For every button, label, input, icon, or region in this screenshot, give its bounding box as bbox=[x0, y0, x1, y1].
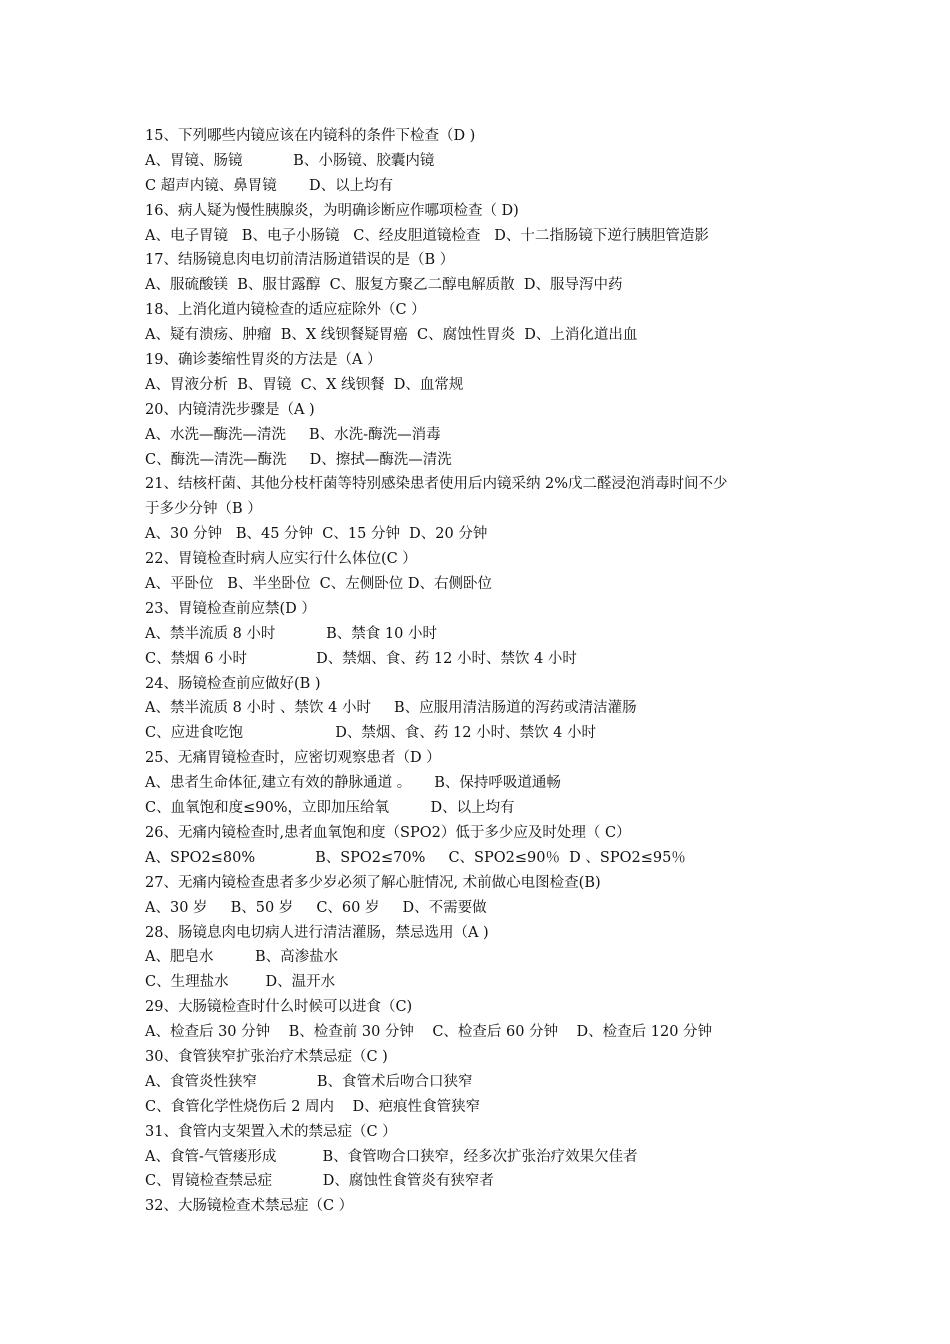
text-line: 18、上消化道内镜检查的适应症除外（C ） bbox=[145, 302, 426, 319]
text-line: C、应进食吃饱 D、禁烟、食、药 12 小时、禁饮 4 小时 bbox=[145, 725, 597, 742]
text-line: 于多少分钟（B ） bbox=[145, 501, 262, 518]
text-line: 16、病人疑为慢性胰腺炎，为明确诊断应作哪项检查（ D) bbox=[145, 202, 519, 219]
text-line: A、食管-气管瘘形成 B、食管吻合口狭窄，经多次扩张治疗效果欠佳者 bbox=[145, 1148, 638, 1165]
text-line: A、疑有溃疡、肿瘤 B、X 线钡餐疑胃癌 C、腐蚀性胃炎 D、上消化道出血 bbox=[145, 327, 638, 344]
text-line: C、酶洗—清洗—酶洗 D、擦拭—酶洗—清洗 bbox=[145, 451, 452, 468]
text-line: A、禁半流质 8 小时 B、禁食 10 小时 bbox=[145, 625, 437, 642]
text-line: 25、无痛胃镜检查时，应密切观察患者（D ） bbox=[145, 750, 441, 767]
text-line: A、禁半流质 8 小时 、禁饮 4 小时 B、应服用清洁肠道的泻药或清洁灌肠 bbox=[145, 700, 637, 717]
document-body bbox=[145, 124, 845, 1219]
text-line: 20、内镜清洗步骤是（A ) bbox=[145, 401, 315, 418]
text-line: A、电子胃镜 B、电子小肠镜 C、经皮胆道镜检查 D、十二指肠镜下逆行胰胆管造影 bbox=[145, 227, 709, 244]
text-line: A、水洗—酶洗—清洗 B、水洗-酶洗—消毒 bbox=[145, 426, 441, 443]
text-line: A、患者生命体征,建立有效的静脉通道 。 B、保持呼吸道通畅 bbox=[145, 775, 561, 792]
text-line: C、血氧饱和度≤90%，立即加压给氧 D、以上均有 bbox=[145, 800, 515, 817]
text-line: 23、胃镜检查前应禁(D ） bbox=[145, 600, 316, 617]
text-line: A、30 分钟 B、45 分钟 C、15 分钟 D、20 分钟 bbox=[145, 526, 488, 543]
text-line: C、胃镜检查禁忌症 D、腐蚀性食管炎有狭窄者 bbox=[145, 1173, 494, 1190]
text-line: A、服硫酸镁 B、服甘露醇 C、服复方聚乙二醇电解质散 D、服导泻中药 bbox=[145, 277, 623, 294]
text-line: A、食管炎性狭窄 B、食管术后吻合口狭窄 bbox=[145, 1073, 473, 1090]
text-line: A、30 岁 B、50 岁 C、60 岁 D、不需要做 bbox=[145, 899, 487, 916]
text-line: 22、胃镜检查时病人应实行什么体位(C ） bbox=[145, 551, 417, 568]
text-line: A、肥皂水 B、高渗盐水 bbox=[145, 949, 339, 966]
text-line: 21、结核杆菌、其他分枝杆菌等特别感染患者使用后内镜采纳 2%戊二醛浸泡消毒时间不少 bbox=[145, 476, 728, 493]
text-line: A、胃液分析 B、胃镜 C、X 线钡餐 D、血常规 bbox=[145, 376, 464, 393]
text-line: 24、肠镜检查前应做好(B ) bbox=[145, 675, 321, 692]
text-line: C、生理盐水 D、温开水 bbox=[145, 974, 336, 991]
text-line: 28、肠镜息肉电切病人进行清洁灌肠，禁忌选用（A ) bbox=[145, 924, 489, 941]
text-line: 15、下列哪些内镜应该在内镜科的条件下检查（D ) bbox=[145, 128, 476, 144]
text-line: A、胃镜、肠镜 B、小肠镜、胶囊内镜 bbox=[145, 152, 435, 169]
text-line: 29、大肠镜检查时什么时候可以进食（C) bbox=[145, 999, 413, 1016]
text-line: A、检查后 30 分钟 B、检查前 30 分钟 C、检查后 60 分钟 D、检查后 120 分钟 bbox=[145, 1024, 713, 1041]
text-line: 19、确诊萎缩性胃炎的方法是（A ） bbox=[145, 352, 382, 369]
text-line: 31、食管内支架置入术的禁忌症（C ） bbox=[145, 1123, 397, 1140]
text-line: C、禁烟 6 小时 D、禁烟、食、药 12 小时、禁饮 4 小时 bbox=[145, 650, 577, 667]
text-line: 26、无痛内镜检查时,患者血氧饱和度（SPO2）低于多少应及时处理（ C） bbox=[145, 824, 631, 841]
text-line: 27、无痛内镜检查患者多少岁必须了解心脏情况, 术前做心电图检查(B) bbox=[145, 874, 601, 891]
text-line: 17、结肠镜息肉电切前清洁肠道错误的是（B ） bbox=[145, 252, 455, 269]
text-line: 30、食管狭窄扩张治疗术禁忌症（C ) bbox=[145, 1048, 388, 1065]
text-line: A、SPO2≤80% B、SPO2≤70% C、SPO2≤90％ D 、SPO2≤95％ bbox=[145, 849, 686, 866]
text-line: 32、大肠镜检查术禁忌症（C ） bbox=[145, 1198, 354, 1215]
text-line: C、食管化学性烧伤后 2 周内 D、疤痕性食管狭窄 bbox=[145, 1098, 481, 1115]
text-line: A、平卧位 B、半坐卧位 C、左侧卧位 D、右侧卧位 bbox=[145, 576, 492, 593]
text-line: C 超声内镜、鼻胃镜 D、以上均有 bbox=[145, 177, 394, 194]
